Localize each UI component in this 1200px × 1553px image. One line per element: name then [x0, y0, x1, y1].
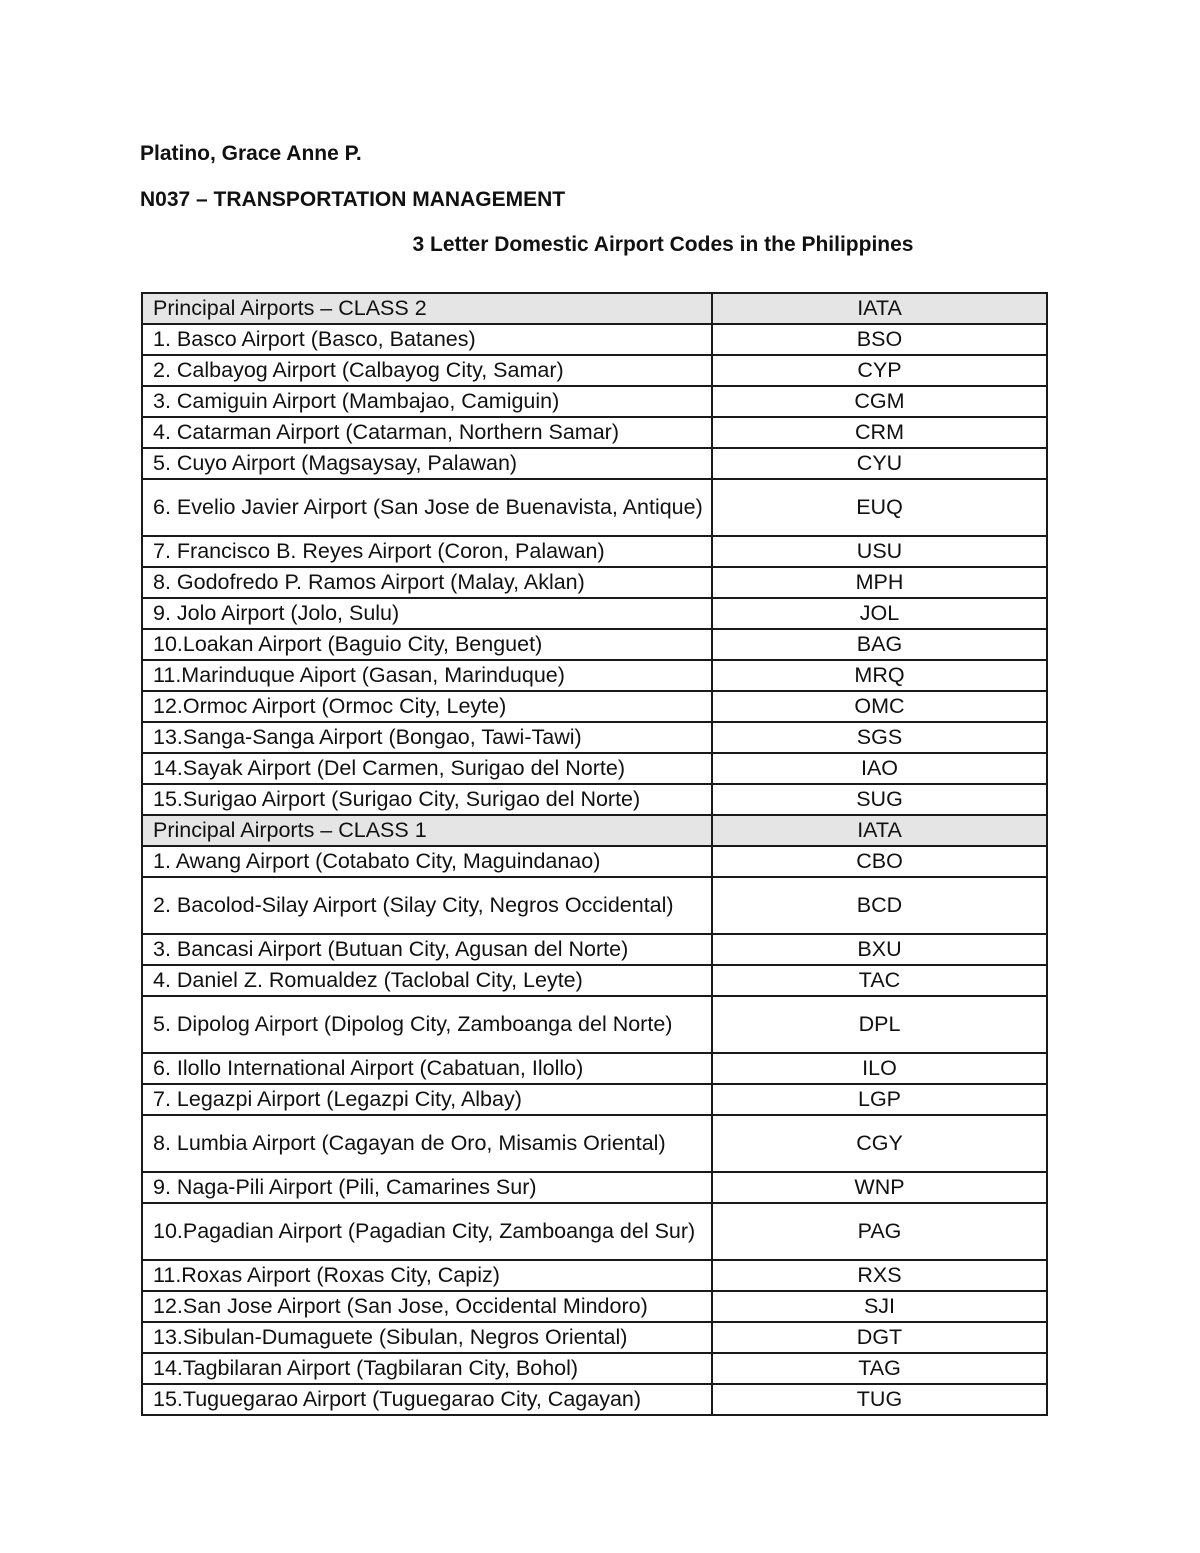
iata-code: EUQ [712, 479, 1047, 536]
airport-name: 12.San Jose Airport (San Jose, Occidental Mindoro) [142, 1291, 712, 1322]
airport-name: 13.Sibulan-Dumaguete (Sibulan, Negros Oriental) [142, 1322, 712, 1353]
iata-heading: IATA [712, 815, 1047, 846]
iata-code: SUG [712, 784, 1047, 815]
iata-code: DPL [712, 996, 1047, 1053]
table-row [142, 1172, 1047, 1203]
iata-code: CRM [712, 417, 1047, 448]
airport-name: 10.Loakan Airport (Baguio City, Benguet) [142, 629, 712, 660]
airport-name: 8. Godofredo P. Ramos Airport (Malay, Aklan) [142, 567, 712, 598]
table-row [142, 598, 1047, 629]
course-title: N037 – TRANSPORTATION MANAGEMENT [140, 188, 566, 211]
iata-code: TAG [712, 1353, 1047, 1384]
document-title: 3 Letter Domestic Airport Codes in the Philippines [412, 233, 914, 256]
airport-name: 11.Marinduque Aiport (Gasan, Marinduque) [142, 660, 712, 691]
table-row [142, 1260, 1047, 1291]
iata-heading: IATA [712, 293, 1047, 324]
iata-code: BCD [712, 877, 1047, 934]
iata-code: CGM [712, 386, 1047, 417]
table-row [142, 1384, 1047, 1415]
airport-name: 6. Evelio Javier Airport (San Jose de Buenavista, Antique) [142, 479, 712, 536]
table-row [142, 324, 1047, 355]
table-row [142, 629, 1047, 660]
iata-code: BAG [712, 629, 1047, 660]
airport-name: 13.Sanga-Sanga Airport (Bongao, Tawi-Tawi) [142, 722, 712, 753]
table-row [142, 567, 1047, 598]
airport-name: 8. Lumbia Airport (Cagayan de Oro, Misamis Oriental) [142, 1115, 712, 1172]
airport-name: 12.Ormoc Airport (Ormoc City, Leyte) [142, 691, 712, 722]
table-row [142, 536, 1047, 567]
airport-name: 14.Tagbilaran Airport (Tagbilaran City, Bohol) [142, 1353, 712, 1384]
table-row [142, 355, 1047, 386]
table-row [142, 1053, 1047, 1084]
table-row [142, 753, 1047, 784]
airport-name: 10.Pagadian Airport (Pagadian City, Zamboanga del Sur) [142, 1203, 712, 1260]
airport-name: 9. Naga-Pili Airport (Pili, Camarines Sur) [142, 1172, 712, 1203]
airport-name: 7. Francisco B. Reyes Airport (Coron, Palawan) [142, 536, 712, 567]
airport-codes-table [141, 292, 1048, 1416]
airport-name: 1. Basco Airport (Basco, Batanes) [142, 324, 712, 355]
iata-code: CGY [712, 1115, 1047, 1172]
iata-code: IAO [712, 753, 1047, 784]
table-row [142, 784, 1047, 815]
iata-code: SGS [712, 722, 1047, 753]
iata-code: RXS [712, 1260, 1047, 1291]
iata-code: BXU [712, 934, 1047, 965]
airport-name: 4. Daniel Z. Romualdez (Taclobal City, Leyte) [142, 965, 712, 996]
airport-name: 15.Surigao Airport (Surigao City, Surigao del Norte) [142, 784, 712, 815]
iata-code: LGP [712, 1084, 1047, 1115]
table-row [142, 1322, 1047, 1353]
table-row [142, 846, 1047, 877]
table-row [142, 479, 1047, 536]
iata-code: BSO [712, 324, 1047, 355]
section-header-row [142, 815, 1047, 846]
iata-code: USU [712, 536, 1047, 567]
iata-code: MRQ [712, 660, 1047, 691]
table-row [142, 722, 1047, 753]
iata-code: CYU [712, 448, 1047, 479]
table-row [142, 1291, 1047, 1322]
section-heading: Principal Airports – CLASS 1 [142, 815, 712, 846]
iata-code: CYP [712, 355, 1047, 386]
airport-name: 9. Jolo Airport (Jolo, Sulu) [142, 598, 712, 629]
iata-code: JOL [712, 598, 1047, 629]
author-name: Platino, Grace Anne P. [140, 142, 362, 165]
table-row [142, 417, 1047, 448]
airport-name: 3. Bancasi Airport (Butuan City, Agusan del Norte) [142, 934, 712, 965]
iata-code: PAG [712, 1203, 1047, 1260]
table-row [142, 660, 1047, 691]
iata-code: TUG [712, 1384, 1047, 1415]
table-row [142, 1115, 1047, 1172]
airport-name: 3. Camiguin Airport (Mambajao, Camiguin) [142, 386, 712, 417]
table-row [142, 1084, 1047, 1115]
table-row [142, 934, 1047, 965]
table-row [142, 448, 1047, 479]
table-row [142, 877, 1047, 934]
iata-code: OMC [712, 691, 1047, 722]
iata-code: MPH [712, 567, 1047, 598]
section-heading: Principal Airports – CLASS 2 [142, 293, 712, 324]
iata-code: CBO [712, 846, 1047, 877]
iata-code: ILO [712, 1053, 1047, 1084]
iata-code: WNP [712, 1172, 1047, 1203]
table-row [142, 1203, 1047, 1260]
section-header-row [142, 293, 1047, 324]
airport-name: 2. Bacolod-Silay Airport (Silay City, Negros Occidental) [142, 877, 712, 934]
iata-code: TAC [712, 965, 1047, 996]
table-row [142, 965, 1047, 996]
table-row [142, 386, 1047, 417]
airport-name: 4. Catarman Airport (Catarman, Northern Samar) [142, 417, 712, 448]
airport-name: 5. Dipolog Airport (Dipolog City, Zamboanga del Norte) [142, 996, 712, 1053]
table-row [142, 1353, 1047, 1384]
airport-name: 2. Calbayog Airport (Calbayog City, Samar) [142, 355, 712, 386]
airport-name: 11.Roxas Airport (Roxas City, Capiz) [142, 1260, 712, 1291]
iata-code: DGT [712, 1322, 1047, 1353]
table-row [142, 691, 1047, 722]
airport-name: 7. Legazpi Airport (Legazpi City, Albay) [142, 1084, 712, 1115]
table-row [142, 996, 1047, 1053]
airport-name: 14.Sayak Airport (Del Carmen, Surigao del Norte) [142, 753, 712, 784]
airport-name: 5. Cuyo Airport (Magsaysay, Palawan) [142, 448, 712, 479]
iata-code: SJI [712, 1291, 1047, 1322]
airport-name: 15.Tuguegarao Airport (Tuguegarao City, Cagayan) [142, 1384, 712, 1415]
airport-name: 1. Awang Airport (Cotabato City, Maguindanao) [142, 846, 712, 877]
airport-name: 6. Ilollo International Airport (Cabatuan, Ilollo) [142, 1053, 712, 1084]
